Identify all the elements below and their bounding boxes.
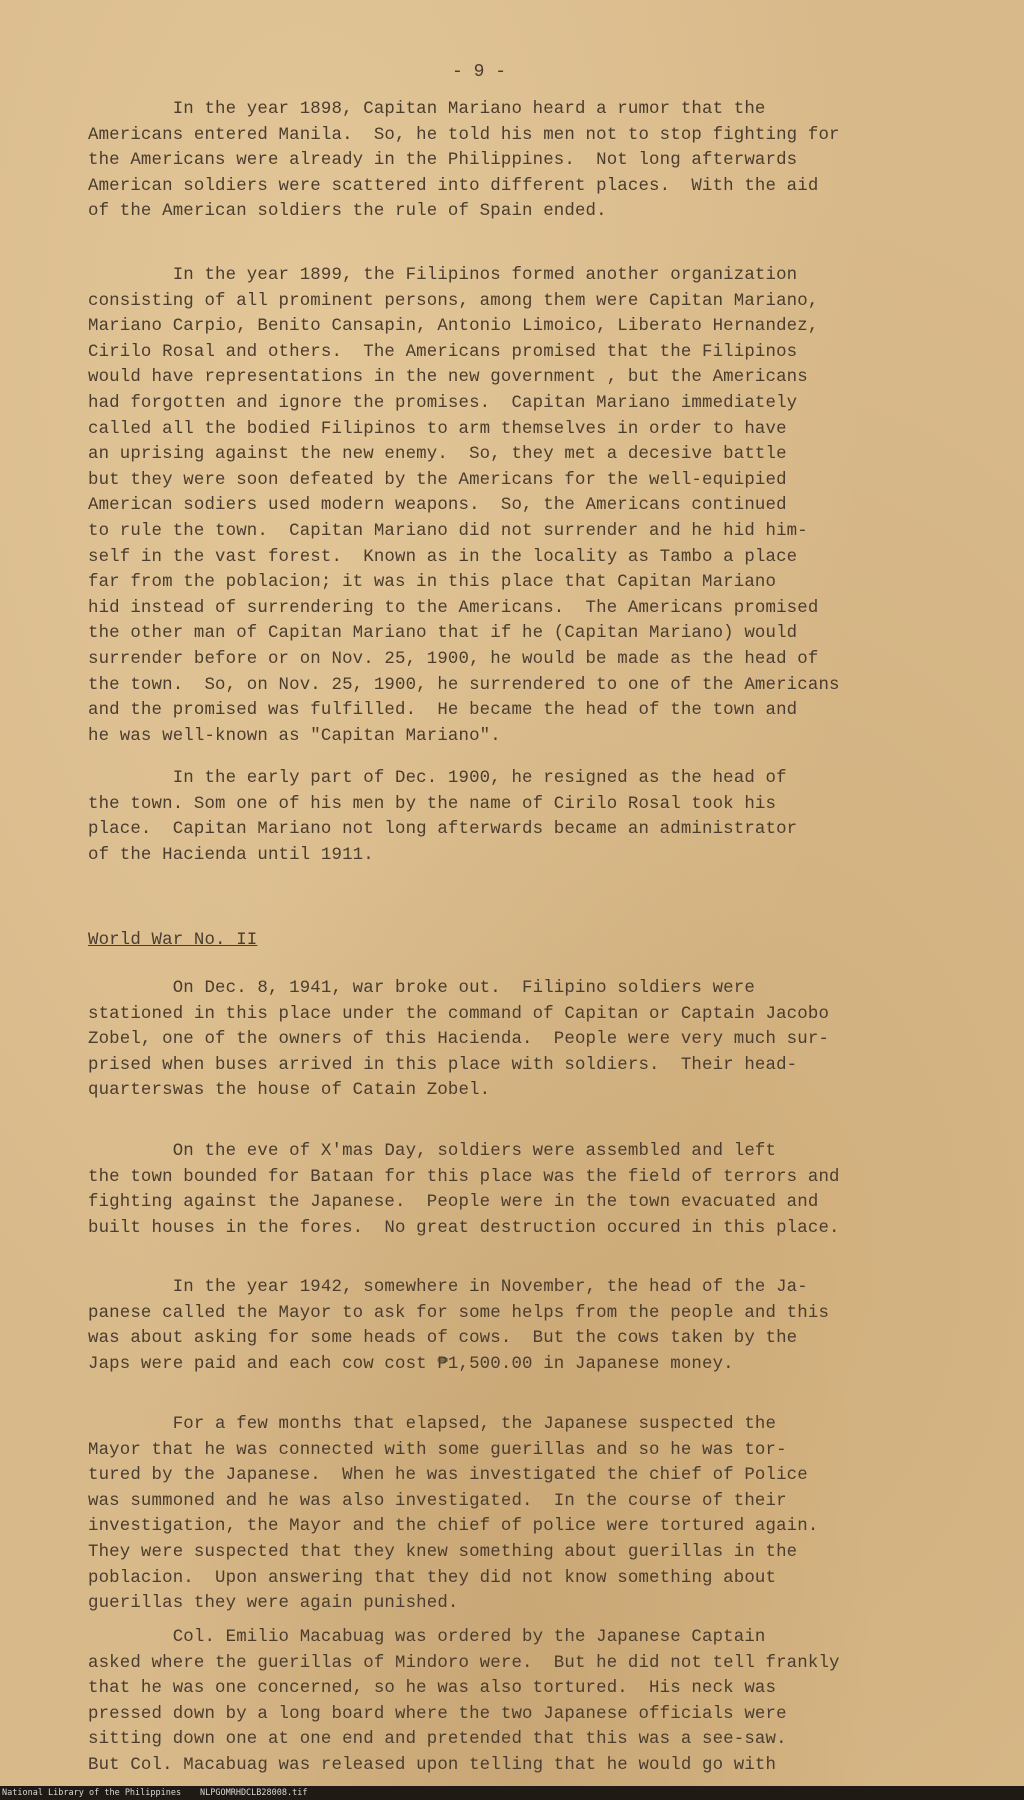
text-line: In the early part of Dec. 1900, he resigned as the head of <box>88 769 787 788</box>
text-line: tured by the Japanese. When he was investigated the chief of Police <box>88 1466 808 1486</box>
paragraph-mayor-tortured <box>88 1412 1008 1617</box>
paragraph-filipino-organization <box>88 263 1008 749</box>
text-line: asked where the guerillas of Mindoro were. But he did not tell frankly <box>88 1653 840 1673</box>
text-line: and the promised was fulfilled. He became the head of the town and <box>88 701 798 721</box>
footer-filename: NLPGOMRHDCLB28008.tif <box>200 1788 308 1798</box>
text-line: They were suspected that they knew something about guerillas in the <box>88 1542 798 1562</box>
text-line: hid instead of surrendering to the Americans. The Americans promised <box>88 598 819 618</box>
text-line: he was well-known as "Capitan Mariano". <box>88 726 501 746</box>
text-line: quarterswas the house of Catain Zobel. <box>88 1081 491 1101</box>
text-line: that he was one concerned, so he was also tortured. His neck was <box>88 1679 777 1699</box>
scan-footer <box>0 1786 1024 1800</box>
text-line: of the Hacienda until 1911. <box>88 845 374 865</box>
text-line: to rule the town. Capitan Mariano did not surrender and he hid him- <box>88 521 808 541</box>
text-line: was summoned and he was also investigated. In the course of their <box>88 1491 787 1511</box>
text-line: But Col. Macabuag was released upon telling that he would go with <box>88 1755 777 1775</box>
text-line: pressed down by a long board where the two Japanese officials were <box>88 1704 787 1724</box>
text-line: On the eve of X'mas Day, soldiers were assembled and left <box>88 1142 777 1161</box>
text-line: the other man of Capitan Mariano that if he (Capitan Mariano) would <box>88 624 798 644</box>
text-line: would have representations in the new government , but the Americans <box>88 368 808 388</box>
text-line: American soldiers were scattered into different places. With the aid <box>88 176 819 196</box>
text-line: consisting of all prominent persons, among them were Capitan Mariano, <box>88 291 819 311</box>
text-line: Mariano Carpio, Benito Cansapin, Antonio Limoico, Liberato Hernandez, <box>88 317 819 337</box>
text-line: poblacion. Upon answering that they did not know something about <box>88 1568 777 1588</box>
paragraph-americans-enter-manila <box>88 97 1008 225</box>
text-line: In the year 1898, Capitan Mariano heard a rumor that the <box>88 100 766 119</box>
text-line: investigation, the Mayor and the chief of police were tortured again. <box>88 1517 819 1537</box>
text-line: called all the bodied Filipinos to arm themselves in order to have <box>88 419 787 439</box>
text-line: the town. Som one of his men by the name of Cirilo Rosal took his <box>88 794 777 814</box>
text-line: Cirilo Rosal and others. The Americans promised that the Filipinos <box>88 342 798 362</box>
text-line: the town bounded for Bataan for this place was the field of terrors and <box>88 1167 840 1187</box>
text-line: built houses in the fores. No great destruction occured in this place. <box>88 1218 840 1238</box>
text-line: Americans entered Manila. So, he told his men not to stop fighting for <box>88 125 840 145</box>
paragraph-resignation <box>88 766 1008 868</box>
text-line: had forgotten and ignore the promises. Capitan Mariano immediately <box>88 393 798 413</box>
text-line: far from the poblacion; it was in this place that Capitan Mariano <box>88 573 777 593</box>
text-line: the town. So, on Nov. 25, 1900, he surrendered to one of the Americans <box>88 675 840 695</box>
text-line: sitting down one at one end and pretended that this was a see-saw. <box>88 1730 787 1750</box>
text-line: place. Capitan Mariano not long afterwards became an administrator <box>88 820 798 840</box>
section-heading: World War No. II <box>88 931 258 950</box>
text-line: In the year 1942, somewhere in November, the head of the Ja- <box>88 1278 808 1297</box>
paragraph-november-1942 <box>88 1275 1008 1377</box>
text-line: the Americans were already in the Philippines. Not long afterwards <box>88 151 798 171</box>
text-line: prised when buses arrived in this place with soldiers. Their head- <box>88 1055 798 1075</box>
text-line: but they were soon defeated by the Americans for the well-equipied <box>88 470 787 490</box>
text-line: Japs were paid and each cow cost ₱1,500.00 in Japanese money. <box>88 1354 734 1374</box>
paragraph-war-broke-out <box>88 976 1008 1104</box>
text-line: American sodiers used modern weapons. So, the Americans continued <box>88 496 787 516</box>
text-line: In the year 1899, the Filipinos formed another organization <box>88 266 798 285</box>
text-line: stationed in this place under the command of Capitan or Captain Jacobo <box>88 1004 830 1024</box>
text-line: panese called the Mayor to ask for some helps from the people and this <box>88 1303 830 1323</box>
text-line: self in the vast forest. Known as in the locality as Tambo a place <box>88 547 798 567</box>
text-line: was about asking for some heads of cows. But the cows taken by the <box>88 1329 798 1349</box>
text-line: guerillas they were again punished. <box>88 1594 459 1614</box>
text-line: fighting against the Japanese. People were in the town evacuated and <box>88 1193 819 1213</box>
paragraph-col-macabuag <box>88 1625 1008 1779</box>
text-line: of the American soldiers the rule of Spain ended. <box>88 202 607 222</box>
text-line: surrender before or on Nov. 25, 1900, he would be made as the head of <box>88 649 819 669</box>
text-line: Col. Emilio Macabuag was ordered by the Japanese Captain <box>88 1628 766 1647</box>
page-number: - 9 - <box>452 62 507 82</box>
paragraph-eve-of-xmas <box>88 1139 1008 1241</box>
footer-library-name: National Library of the Philippines <box>2 1788 182 1798</box>
text-line: Mayor that he was connected with some guerillas and so he was tor- <box>88 1440 787 1460</box>
text-line: Zobel, one of the owners of this Hacienda. People were very much sur- <box>88 1030 830 1050</box>
text-line: an uprising against the new enemy. So, they met a decesive battle <box>88 445 787 465</box>
text-line: On Dec. 8, 1941, war broke out. Filipino soldiers were <box>88 979 755 998</box>
text-line: For a few months that elapsed, the Japanese suspected the <box>88 1415 777 1434</box>
